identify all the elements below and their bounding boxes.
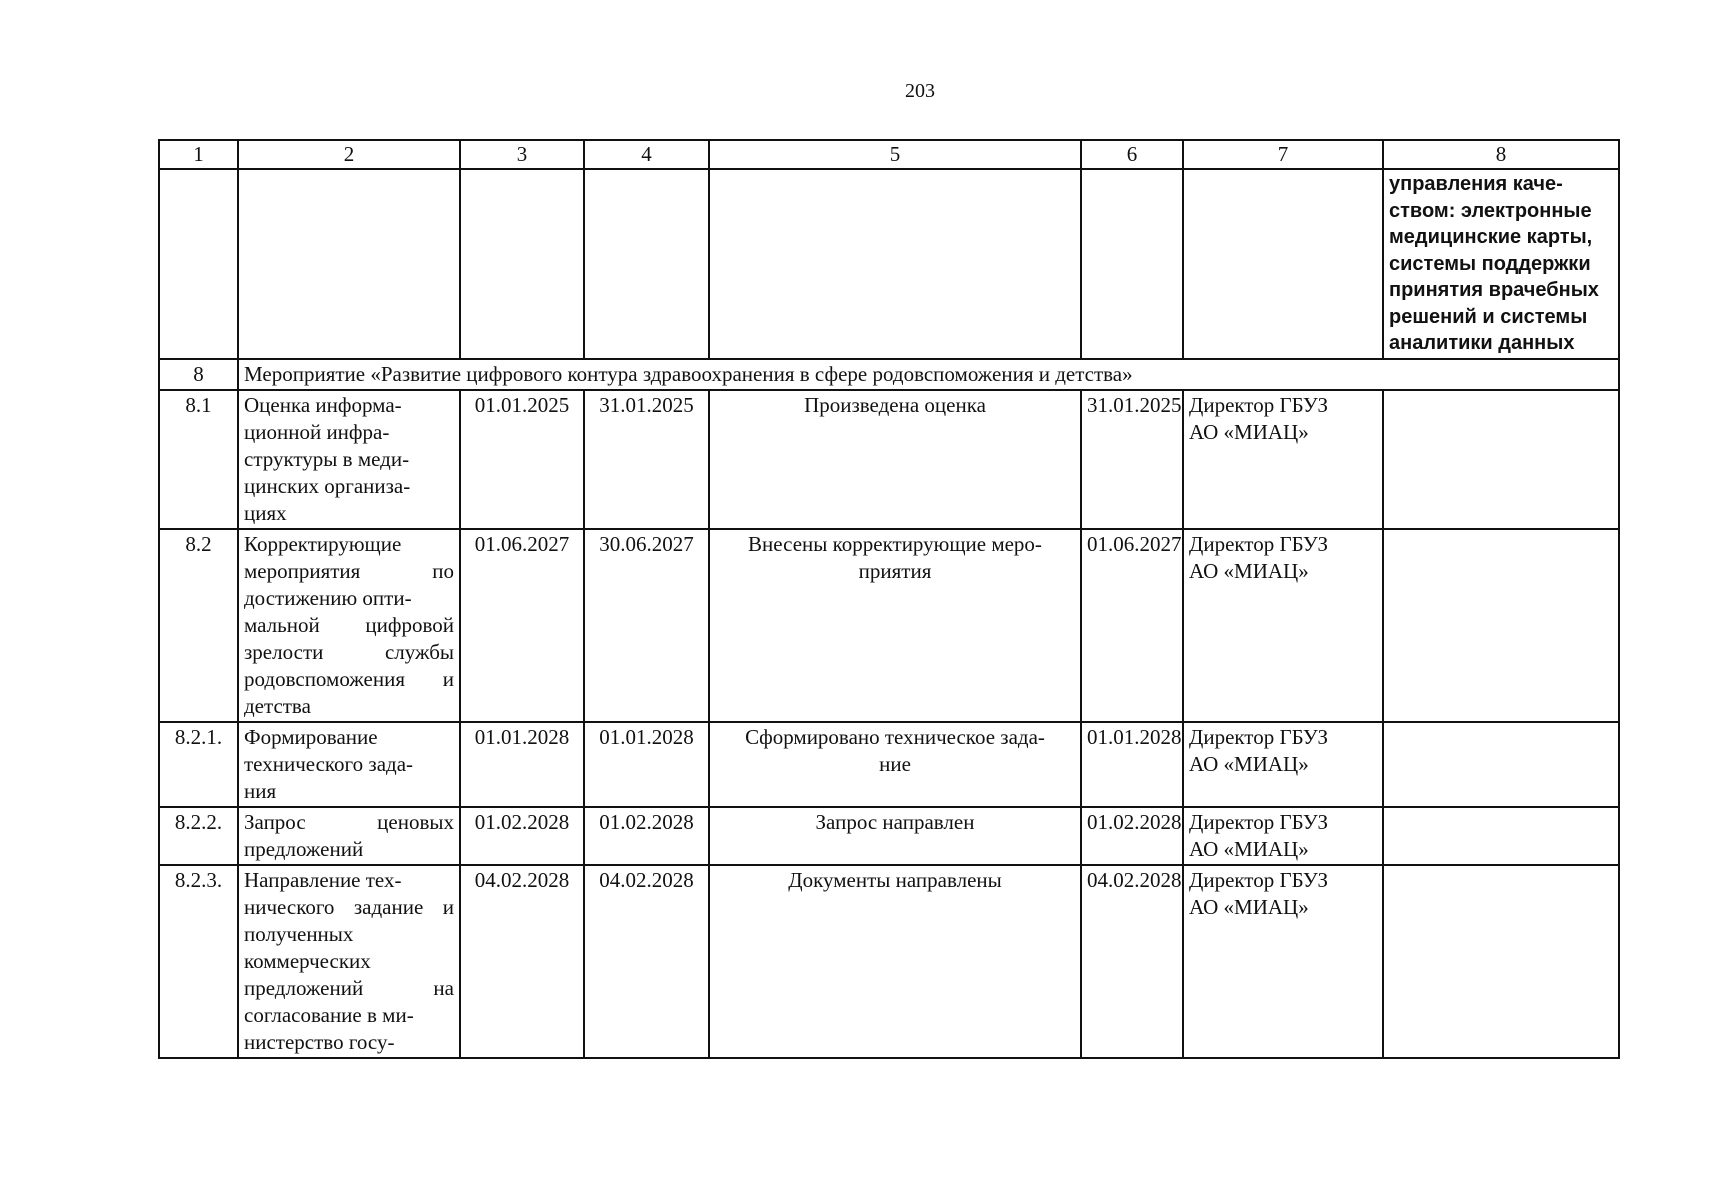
end-date: 31.01.2025 xyxy=(584,390,709,529)
row-number: 8.2.2. xyxy=(159,807,238,865)
control-date: 01.01.2028 xyxy=(1081,722,1183,807)
executor: Директор ГБУЗ АО «МИАЦ» xyxy=(1183,529,1383,722)
end-date: 30.06.2027 xyxy=(584,529,709,722)
column-header: 7 xyxy=(1183,140,1383,169)
note-cell xyxy=(1383,807,1619,865)
plan-table xyxy=(158,139,1620,1059)
table-row xyxy=(159,807,1619,865)
expected-result: Внесены корректирующие меро- приятия xyxy=(709,529,1081,722)
executor: Директор ГБУЗ АО «МИАЦ» xyxy=(1183,722,1383,807)
column-header: 8 xyxy=(1383,140,1619,169)
section-number: 8 xyxy=(159,359,238,390)
control-date: 01.02.2028 xyxy=(1081,807,1183,865)
empty-cell xyxy=(238,169,460,359)
activity-name: Оценка информа- ционной инфра- структуры в меди- цинских организа- циях xyxy=(238,390,460,529)
table-row xyxy=(159,529,1619,722)
empty-cell xyxy=(1183,169,1383,359)
activity-name: Направление тех- нического задание и полученных коммерческих предложений на согласование в ми- нистерство госу- xyxy=(238,865,460,1058)
end-date: 01.01.2028 xyxy=(584,722,709,807)
note-cell xyxy=(1383,390,1619,529)
activity-name: Запрос ценовых предложений xyxy=(238,807,460,865)
note-cell xyxy=(1383,865,1619,1058)
table-row xyxy=(159,390,1619,529)
end-date: 04.02.2028 xyxy=(584,865,709,1058)
empty-cell xyxy=(584,169,709,359)
activity-name: Формирование технического зада- ния xyxy=(238,722,460,807)
section-row xyxy=(159,359,1619,390)
continuation-row xyxy=(159,169,1619,359)
executor: Директор ГБУЗ АО «МИАЦ» xyxy=(1183,807,1383,865)
table-row xyxy=(159,722,1619,807)
start-date: 01.01.2025 xyxy=(460,390,584,529)
expected-result: Документы направлены xyxy=(709,865,1081,1058)
start-date: 01.06.2027 xyxy=(460,529,584,722)
section-title: Мероприятие «Развитие цифрового контура здравоохранения в сфере родовспоможения и детства» xyxy=(238,359,1619,390)
end-date: 01.02.2028 xyxy=(584,807,709,865)
row-number: 8.1 xyxy=(159,390,238,529)
row-number: 8.2.3. xyxy=(159,865,238,1058)
start-date: 01.01.2028 xyxy=(460,722,584,807)
activity-name: Корректирующие мероприятия по достижению опти- мальной цифровой зрелости службы родовспоможения и детства xyxy=(238,529,460,722)
control-date: 04.02.2028 xyxy=(1081,865,1183,1058)
empty-cell xyxy=(1081,169,1183,359)
control-date: 31.01.2025 xyxy=(1081,390,1183,529)
row-number: 8.2.1. xyxy=(159,722,238,807)
column-header-row xyxy=(159,140,1619,169)
table-row xyxy=(159,865,1619,1058)
column-header: 1 xyxy=(159,140,238,169)
note-cell xyxy=(1383,529,1619,722)
column-header: 5 xyxy=(709,140,1081,169)
empty-cell xyxy=(159,169,238,359)
expected-result: Произведена оценка xyxy=(709,390,1081,529)
control-date: 01.06.2027 xyxy=(1081,529,1183,722)
column-header: 3 xyxy=(460,140,584,169)
expected-result: Сформировано техническое зада- ние xyxy=(709,722,1081,807)
empty-cell xyxy=(460,169,584,359)
row-number: 8.2 xyxy=(159,529,238,722)
column-header: 6 xyxy=(1081,140,1183,169)
start-date: 01.02.2028 xyxy=(460,807,584,865)
empty-cell xyxy=(709,169,1081,359)
continuation-note: управления каче- ством: электронные медицинские карты, системы поддержки принятия врачебных решений и системы аналитики данных xyxy=(1383,169,1619,359)
executor: Директор ГБУЗ АО «МИАЦ» xyxy=(1183,390,1383,529)
note-cell xyxy=(1383,722,1619,807)
column-header: 2 xyxy=(238,140,460,169)
executor: Директор ГБУЗ АО «МИАЦ» xyxy=(1183,865,1383,1058)
page-number: 203 xyxy=(905,80,935,102)
start-date: 04.02.2028 xyxy=(460,865,584,1058)
expected-result: Запрос направлен xyxy=(709,807,1081,865)
column-header: 4 xyxy=(584,140,709,169)
